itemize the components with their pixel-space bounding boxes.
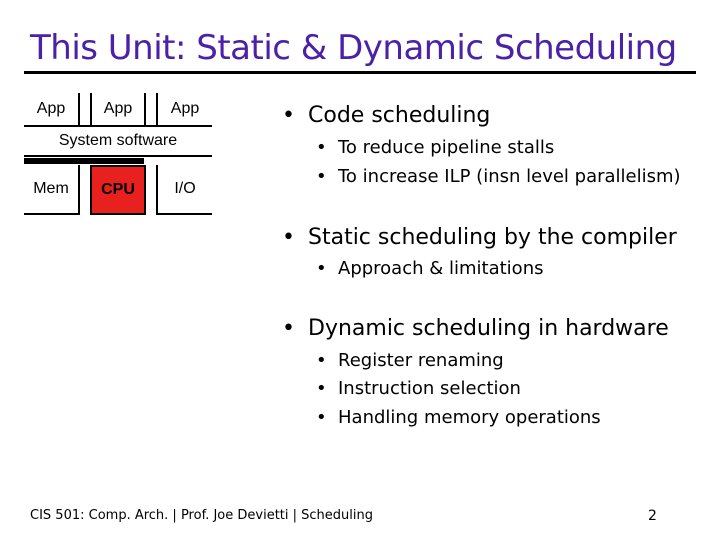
sub-bullet-marker: • [316,350,327,371]
sub-bullet-text: To reduce pipeline stalls [338,137,555,158]
sub-bullet [316,258,543,279]
app-label-2: App [103,100,133,117]
bullet-marker: • [282,103,295,128]
sub-bullet-text: Register renaming [338,350,504,371]
slide-title: This Unit: Static & Dynamic Scheduling [30,28,677,68]
cpu-label: CPU [101,181,135,198]
sub-bullet-text: Approach & limitations [338,258,544,279]
app-label-3: App [170,100,200,117]
bullet-text: Code scheduling [308,103,491,128]
sub-bullet [316,407,601,428]
sub-bullet-text: Handling memory operations [338,407,601,428]
mem-box [24,165,80,215]
app-box-2 [90,93,146,127]
app-label-1: App [36,100,66,117]
slide-footer: CIS 501: Comp. Arch. | Prof. Joe Devietti | Scheduling [30,508,373,523]
cpu-box [90,165,146,215]
sub-bullet-text: Instruction selection [338,378,521,399]
sub-bullet-marker: • [316,378,327,399]
mem-label: Mem [33,180,69,197]
bullet-marker: • [282,225,295,250]
sub-bullet-marker: • [316,258,327,279]
io-box [156,165,212,215]
app-box-1 [24,93,80,127]
page-number: 2 [648,508,657,524]
sub-bullet [316,350,504,371]
io-label: I/O [174,180,196,197]
system-software-label: System software [58,132,178,149]
sub-bullet-marker: • [316,137,327,158]
bullet-code-scheduling [282,103,490,128]
sub-bullet-marker: • [316,166,327,187]
bullet-dynamic-scheduling [282,316,669,341]
title-divider [24,71,696,74]
bullet-marker: • [282,316,295,341]
bullet-static-scheduling [282,225,677,250]
sub-bullet-text: To increase ILP (insn level parallelism) [338,166,681,187]
app-box-3 [156,93,212,127]
system-bus-bar [24,158,144,164]
bullet-text: Dynamic scheduling in hardware [308,316,669,341]
sub-bullet-marker: • [316,407,327,428]
sub-bullet [316,166,681,187]
sub-bullet [316,378,521,399]
bullet-text: Static scheduling by the compiler [308,225,677,250]
system-software-box [24,125,212,157]
sub-bullet [316,137,554,158]
